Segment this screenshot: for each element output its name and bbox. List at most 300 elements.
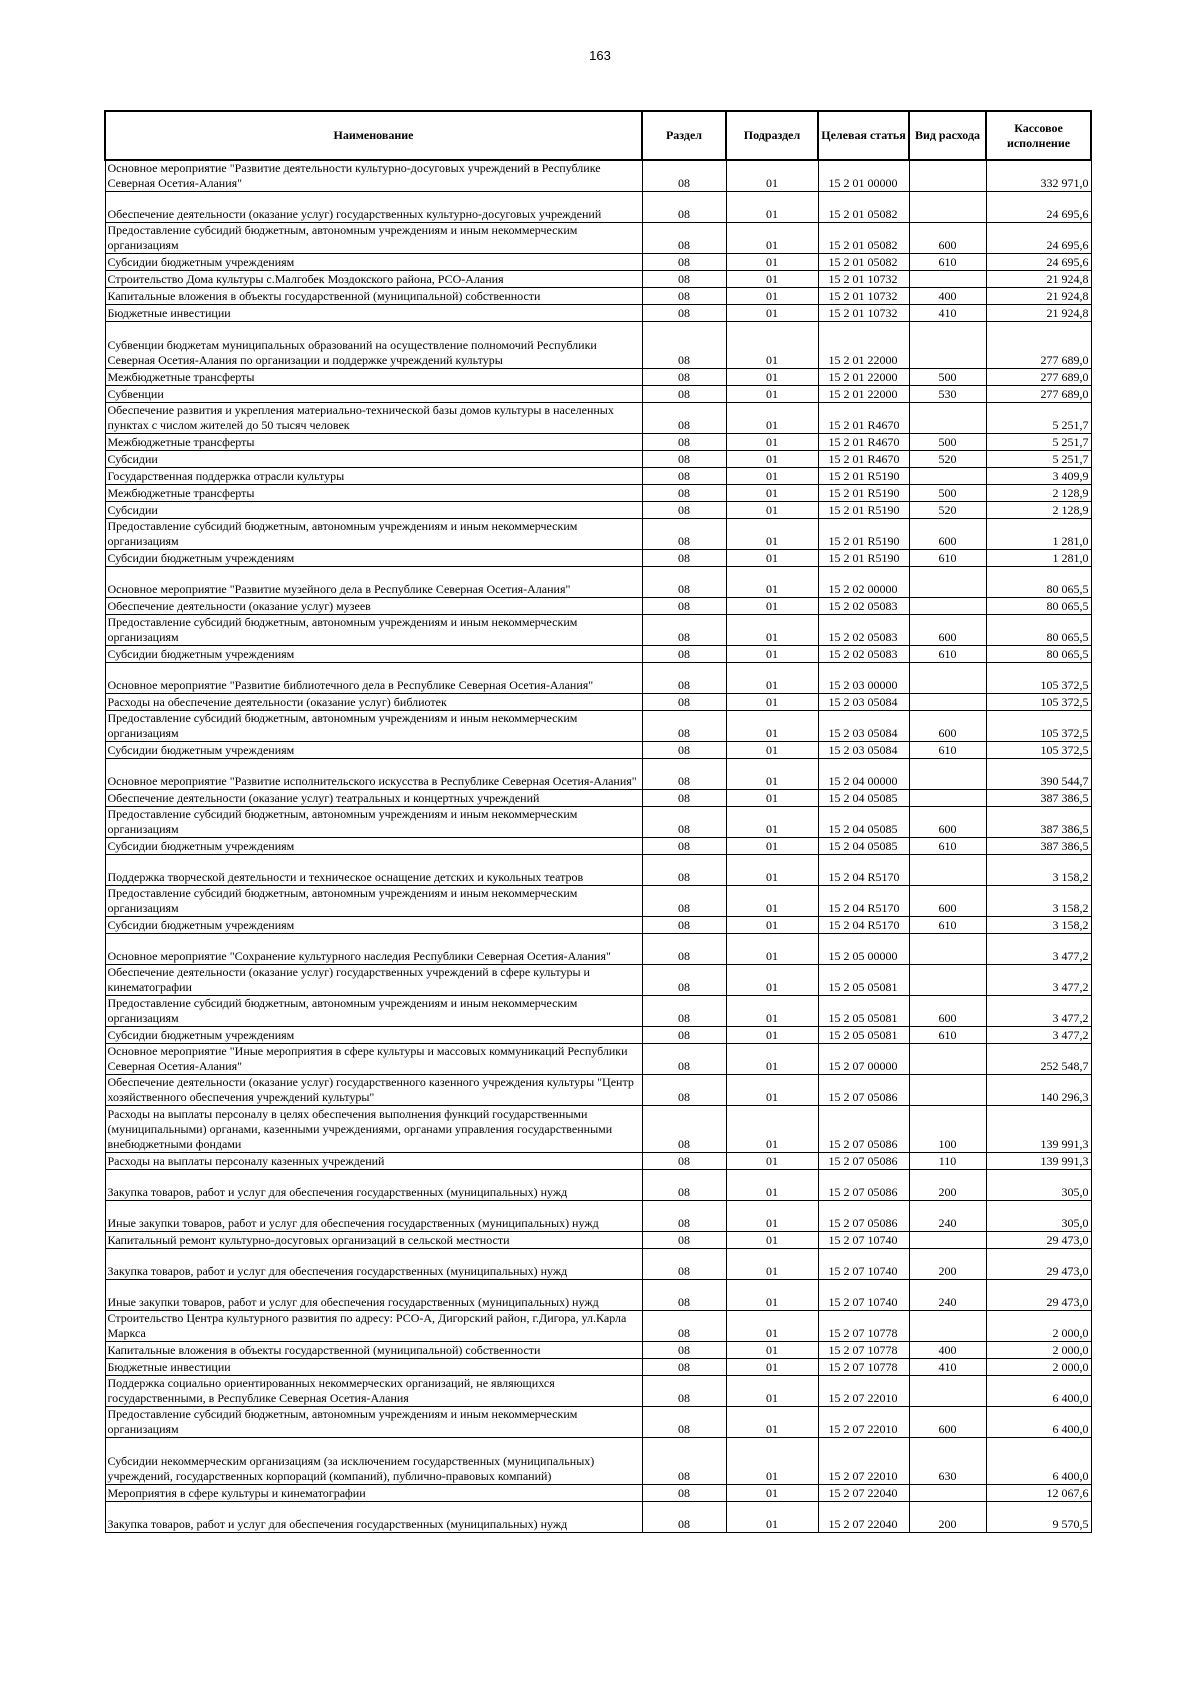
cell-subsection: 01	[726, 807, 818, 838]
table-row	[105, 917, 1091, 934]
cell-kind	[909, 271, 986, 288]
cell-section: 08	[642, 322, 726, 369]
cell-target: 15 2 07 10740	[818, 1280, 909, 1311]
cell-section: 08	[642, 934, 726, 965]
cell-section: 08	[642, 1075, 726, 1106]
cell-amount: 2 128,9	[986, 485, 1091, 502]
cell-section: 08	[642, 519, 726, 550]
cell-subsection: 01	[726, 886, 818, 917]
cell-name: Субсидии бюджетным учреждениям	[105, 254, 642, 271]
table-row	[105, 1075, 1091, 1106]
cell-subsection: 01	[726, 855, 818, 886]
cell-section: 08	[642, 160, 726, 192]
cell-name: Субсидии бюджетным учреждениям	[105, 917, 642, 934]
table-row	[105, 838, 1091, 855]
table-row	[105, 886, 1091, 917]
cell-section: 08	[642, 288, 726, 305]
cell-section: 08	[642, 646, 726, 663]
table-row	[105, 1502, 1091, 1533]
cell-name: Основное мероприятие "Иные мероприятия в сфере культуры и массовых коммуникаций Республики Северная Осетия-Алания"	[105, 1044, 642, 1075]
header-subsection: Подраздел	[726, 111, 818, 160]
budget-table	[104, 110, 1092, 1533]
cell-kind: 610	[909, 254, 986, 271]
cell-amount: 1 281,0	[986, 550, 1091, 567]
table-row	[105, 663, 1091, 694]
cell-kind: 110	[909, 1153, 986, 1170]
cell-target: 15 2 04 05085	[818, 790, 909, 807]
cell-subsection: 01	[726, 305, 818, 322]
cell-amount: 2 128,9	[986, 502, 1091, 519]
cell-subsection: 01	[726, 519, 818, 550]
cell-amount: 390 544,7	[986, 759, 1091, 790]
cell-subsection: 01	[726, 567, 818, 598]
cell-kind	[909, 192, 986, 223]
table-row	[105, 305, 1091, 322]
cell-section: 08	[642, 917, 726, 934]
cell-amount: 21 924,8	[986, 271, 1091, 288]
cell-target: 15 2 07 22040	[818, 1485, 909, 1502]
cell-subsection: 01	[726, 254, 818, 271]
cell-target: 15 2 07 10778	[818, 1359, 909, 1376]
cell-amount: 3 477,2	[986, 1027, 1091, 1044]
cell-subsection: 01	[726, 550, 818, 567]
cell-kind: 610	[909, 1027, 986, 1044]
cell-amount: 80 065,5	[986, 615, 1091, 646]
header-amount: Кассовое исполнение	[986, 111, 1091, 160]
cell-name: Предоставление субсидий бюджетным, автономным учреждениям и иным некоммерческим организациям	[105, 807, 642, 838]
cell-amount: 139 991,3	[986, 1153, 1091, 1170]
cell-target: 15 2 01 R5190	[818, 550, 909, 567]
table-row	[105, 1232, 1091, 1249]
cell-kind: 600	[909, 996, 986, 1027]
cell-kind: 200	[909, 1249, 986, 1280]
cell-section: 08	[642, 711, 726, 742]
cell-kind: 600	[909, 223, 986, 254]
table-row	[105, 1342, 1091, 1359]
cell-target: 15 2 01 R5190	[818, 468, 909, 485]
cell-name: Субвенции бюджетам муниципальных образований на осуществление полномочий Республики Северная Осетия-Алания по организации и поддержке учреждений культуры	[105, 322, 642, 369]
cell-subsection: 01	[726, 1249, 818, 1280]
cell-subsection: 01	[726, 965, 818, 996]
cell-section: 08	[642, 1153, 726, 1170]
cell-target: 15 2 01 22000	[818, 386, 909, 403]
cell-name: Субвенции	[105, 386, 642, 403]
cell-section: 08	[642, 855, 726, 886]
cell-section: 08	[642, 254, 726, 271]
cell-subsection: 01	[726, 1359, 818, 1376]
cell-name: Основное мероприятие "Развитие исполнительского искусства в Республике Северная Осетия-Алания"	[105, 759, 642, 790]
cell-name: Основное мероприятие "Развитие деятельности культурно-досуговых учреждений в Республике Северная Осетия-Алания"	[105, 160, 642, 192]
cell-amount: 2 000,0	[986, 1342, 1091, 1359]
cell-target: 15 2 03 05084	[818, 711, 909, 742]
cell-target: 15 2 04 R5170	[818, 855, 909, 886]
cell-amount: 3 158,2	[986, 886, 1091, 917]
cell-subsection: 01	[726, 1342, 818, 1359]
cell-target: 15 2 07 05086	[818, 1201, 909, 1232]
table-row	[105, 1376, 1091, 1407]
cell-section: 08	[642, 502, 726, 519]
cell-kind	[909, 965, 986, 996]
cell-kind: 610	[909, 550, 986, 567]
table-row	[105, 1311, 1091, 1342]
table-row	[105, 567, 1091, 598]
cell-kind: 610	[909, 917, 986, 934]
cell-target: 15 2 01 10732	[818, 305, 909, 322]
cell-name: Расходы на выплаты персоналу казенных учреждений	[105, 1153, 642, 1170]
cell-section: 08	[642, 1485, 726, 1502]
cell-kind: 500	[909, 434, 986, 451]
cell-name: Предоставление субсидий бюджетным, автономным учреждениям и иным некоммерческим организациям	[105, 886, 642, 917]
cell-kind: 600	[909, 1407, 986, 1438]
cell-name: Предоставление субсидий бюджетным, автономным учреждениям и иным некоммерческим организациям	[105, 1407, 642, 1438]
table-row	[105, 550, 1091, 567]
cell-name: Обеспечение развития и укрепления материально-технической базы домов культуры в населенных пунктах с числом жителей до 50 тысяч человек	[105, 403, 642, 434]
cell-target: 15 2 07 22010	[818, 1376, 909, 1407]
cell-subsection: 01	[726, 288, 818, 305]
cell-subsection: 01	[726, 1044, 818, 1075]
cell-section: 08	[642, 1280, 726, 1311]
cell-kind	[909, 567, 986, 598]
cell-amount: 305,0	[986, 1201, 1091, 1232]
cell-amount: 1 281,0	[986, 519, 1091, 550]
cell-kind: 530	[909, 386, 986, 403]
cell-name: Иные закупки товаров, работ и услуг для обеспечения государственных (муниципальных) нужд	[105, 1280, 642, 1311]
cell-target: 15 2 01 05082	[818, 254, 909, 271]
cell-target: 15 2 04 05085	[818, 807, 909, 838]
cell-amount: 5 251,7	[986, 403, 1091, 434]
cell-section: 08	[642, 223, 726, 254]
cell-target: 15 2 07 10740	[818, 1232, 909, 1249]
cell-subsection: 01	[726, 1438, 818, 1485]
cell-kind	[909, 1376, 986, 1407]
cell-subsection: 01	[726, 369, 818, 386]
cell-kind	[909, 1044, 986, 1075]
cell-section: 08	[642, 1106, 726, 1153]
cell-section: 08	[642, 694, 726, 711]
cell-section: 08	[642, 305, 726, 322]
table-row	[105, 254, 1091, 271]
cell-target: 15 2 01 05082	[818, 223, 909, 254]
cell-amount: 387 386,5	[986, 807, 1091, 838]
cell-subsection: 01	[726, 1232, 818, 1249]
table-row	[105, 759, 1091, 790]
cell-name: Межбюджетные трансферты	[105, 434, 642, 451]
cell-target: 15 2 07 10778	[818, 1311, 909, 1342]
cell-name: Мероприятия в сфере культуры и кинематографии	[105, 1485, 642, 1502]
cell-name: Основное мероприятие "Развитие музейного дела в Республике Северная Осетия-Алания"	[105, 567, 642, 598]
table-row	[105, 468, 1091, 485]
cell-subsection: 01	[726, 1153, 818, 1170]
cell-kind: 410	[909, 305, 986, 322]
cell-amount: 3 158,2	[986, 917, 1091, 934]
table-row	[105, 386, 1091, 403]
cell-section: 08	[642, 807, 726, 838]
cell-section: 08	[642, 1044, 726, 1075]
cell-target: 15 2 01 00000	[818, 160, 909, 192]
cell-section: 08	[642, 1407, 726, 1438]
cell-name: Субсидии	[105, 451, 642, 468]
cell-subsection: 01	[726, 1201, 818, 1232]
cell-target: 15 2 02 00000	[818, 567, 909, 598]
cell-amount: 277 689,0	[986, 386, 1091, 403]
table-row	[105, 485, 1091, 502]
table-header	[105, 111, 1091, 160]
cell-kind: 200	[909, 1502, 986, 1533]
cell-amount: 6 400,0	[986, 1438, 1091, 1485]
cell-amount: 24 695,6	[986, 192, 1091, 223]
cell-name: Предоставление субсидий бюджетным, автономным учреждениям и иным некоммерческим организациям	[105, 615, 642, 646]
cell-target: 15 2 07 05086	[818, 1075, 909, 1106]
cell-name: Субсидии бюджетным учреждениям	[105, 742, 642, 759]
cell-amount: 29 473,0	[986, 1249, 1091, 1280]
cell-target: 15 2 07 22010	[818, 1438, 909, 1485]
cell-kind	[909, 855, 986, 886]
cell-amount: 332 971,0	[986, 160, 1091, 192]
cell-name: Основное мероприятие "Развитие библиотечного дела в Республике Северная Осетия-Алания"	[105, 663, 642, 694]
table-row	[105, 1153, 1091, 1170]
cell-amount: 9 570,5	[986, 1502, 1091, 1533]
cell-subsection: 01	[726, 1170, 818, 1201]
cell-section: 08	[642, 192, 726, 223]
header-kind: Вид расхода	[909, 111, 986, 160]
cell-target: 15 2 05 00000	[818, 934, 909, 965]
cell-name: Субсидии	[105, 502, 642, 519]
cell-kind	[909, 598, 986, 615]
cell-amount: 80 065,5	[986, 567, 1091, 598]
cell-subsection: 01	[726, 1280, 818, 1311]
cell-kind: 410	[909, 1359, 986, 1376]
cell-section: 08	[642, 996, 726, 1027]
cell-name: Капитальные вложения в объекты государственной (муниципальной) собственности	[105, 1342, 642, 1359]
cell-target: 15 2 01 10732	[818, 288, 909, 305]
cell-target: 15 2 07 22040	[818, 1502, 909, 1533]
cell-target: 15 2 01 05082	[818, 192, 909, 223]
table-row	[105, 1201, 1091, 1232]
cell-name: Субсидии бюджетным учреждениям	[105, 838, 642, 855]
cell-target: 15 2 03 00000	[818, 663, 909, 694]
cell-name: Субсидии бюджетным учреждениям	[105, 550, 642, 567]
cell-section: 08	[642, 759, 726, 790]
cell-target: 15 2 01 R5190	[818, 502, 909, 519]
cell-target: 15 2 01 R4670	[818, 451, 909, 468]
cell-target: 15 2 07 05086	[818, 1170, 909, 1201]
cell-name: Капитальный ремонт культурно-досуговых организаций в сельской местности	[105, 1232, 642, 1249]
cell-section: 08	[642, 434, 726, 451]
cell-amount: 3 477,2	[986, 996, 1091, 1027]
cell-section: 08	[642, 403, 726, 434]
cell-subsection: 01	[726, 1311, 818, 1342]
cell-section: 08	[642, 1502, 726, 1533]
cell-section: 08	[642, 386, 726, 403]
cell-kind	[909, 1485, 986, 1502]
cell-kind	[909, 322, 986, 369]
cell-kind: 400	[909, 288, 986, 305]
cell-name: Капитальные вложения в объекты государственной (муниципальной) собственности	[105, 288, 642, 305]
cell-name: Поддержка социально ориентированных некоммерческих организаций, не являющихся государственными, в Республике Северная Осетия-Алания	[105, 1376, 642, 1407]
cell-kind: 500	[909, 369, 986, 386]
cell-kind	[909, 160, 986, 192]
cell-kind	[909, 1232, 986, 1249]
cell-amount: 105 372,5	[986, 742, 1091, 759]
cell-kind	[909, 663, 986, 694]
cell-target: 15 2 07 22010	[818, 1407, 909, 1438]
cell-kind: 610	[909, 646, 986, 663]
cell-amount: 387 386,5	[986, 838, 1091, 855]
table-row	[105, 646, 1091, 663]
cell-subsection: 01	[726, 1075, 818, 1106]
cell-section: 08	[642, 1359, 726, 1376]
cell-target: 15 2 01 R4670	[818, 403, 909, 434]
cell-section: 08	[642, 1342, 726, 1359]
cell-amount: 21 924,8	[986, 288, 1091, 305]
table-row	[105, 1485, 1091, 1502]
cell-section: 08	[642, 485, 726, 502]
table-row	[105, 1359, 1091, 1376]
cell-subsection: 01	[726, 742, 818, 759]
table-row	[105, 694, 1091, 711]
cell-amount: 139 991,3	[986, 1106, 1091, 1153]
cell-name: Закупка товаров, работ и услуг для обеспечения государственных (муниципальных) нужд	[105, 1502, 642, 1533]
cell-subsection: 01	[726, 223, 818, 254]
cell-kind: 500	[909, 485, 986, 502]
cell-target: 15 2 02 05083	[818, 615, 909, 646]
cell-name: Бюджетные инвестиции	[105, 305, 642, 322]
cell-section: 08	[642, 451, 726, 468]
cell-target: 15 2 05 05081	[818, 965, 909, 996]
cell-subsection: 01	[726, 838, 818, 855]
cell-amount: 6 400,0	[986, 1376, 1091, 1407]
table-row	[105, 1280, 1091, 1311]
cell-kind	[909, 468, 986, 485]
cell-amount: 2 000,0	[986, 1311, 1091, 1342]
cell-target: 15 2 03 05084	[818, 694, 909, 711]
cell-name: Межбюджетные трансферты	[105, 485, 642, 502]
cell-section: 08	[642, 369, 726, 386]
cell-name: Межбюджетные трансферты	[105, 369, 642, 386]
cell-name: Обеспечение деятельности (оказание услуг) театральных и концертных учреждений	[105, 790, 642, 807]
cell-section: 08	[642, 271, 726, 288]
cell-section: 08	[642, 965, 726, 996]
table-row	[105, 1044, 1091, 1075]
cell-subsection: 01	[726, 403, 818, 434]
cell-amount: 105 372,5	[986, 711, 1091, 742]
cell-subsection: 01	[726, 1106, 818, 1153]
cell-kind: 240	[909, 1201, 986, 1232]
table-row	[105, 615, 1091, 646]
cell-name: Субсидии бюджетным учреждениям	[105, 646, 642, 663]
cell-subsection: 01	[726, 917, 818, 934]
cell-amount: 3 477,2	[986, 934, 1091, 965]
cell-name: Строительство Центра культурного развития по адресу: РСО-А, Дигорский район, г.Дигора, ул.Карла Маркса	[105, 1311, 642, 1342]
cell-section: 08	[642, 790, 726, 807]
cell-kind: 400	[909, 1342, 986, 1359]
cell-target: 15 2 07 00000	[818, 1044, 909, 1075]
cell-name: Предоставление субсидий бюджетным, автономным учреждениям и иным некоммерческим организациям	[105, 223, 642, 254]
cell-target: 15 2 01 22000	[818, 322, 909, 369]
cell-kind: 600	[909, 886, 986, 917]
table-row	[105, 271, 1091, 288]
cell-section: 08	[642, 550, 726, 567]
cell-kind: 610	[909, 838, 986, 855]
cell-kind	[909, 934, 986, 965]
cell-target: 15 2 07 10778	[818, 1342, 909, 1359]
cell-section: 08	[642, 742, 726, 759]
table-row	[105, 1170, 1091, 1201]
cell-subsection: 01	[726, 1407, 818, 1438]
cell-amount: 5 251,7	[986, 434, 1091, 451]
table-row	[105, 192, 1091, 223]
cell-target: 15 2 01 R5190	[818, 485, 909, 502]
cell-amount: 24 695,6	[986, 223, 1091, 254]
cell-subsection: 01	[726, 502, 818, 519]
cell-subsection: 01	[726, 192, 818, 223]
cell-section: 08	[642, 838, 726, 855]
cell-amount: 5 251,7	[986, 451, 1091, 468]
cell-amount: 80 065,5	[986, 598, 1091, 615]
cell-amount: 21 924,8	[986, 305, 1091, 322]
cell-kind: 600	[909, 519, 986, 550]
table-row	[105, 965, 1091, 996]
table-row	[105, 1027, 1091, 1044]
cell-kind: 200	[909, 1170, 986, 1201]
table-row	[105, 519, 1091, 550]
table-row	[105, 223, 1091, 254]
cell-section: 08	[642, 1201, 726, 1232]
table-row	[105, 934, 1091, 965]
cell-subsection: 01	[726, 934, 818, 965]
table-row	[105, 288, 1091, 305]
cell-amount: 24 695,6	[986, 254, 1091, 271]
cell-amount: 140 296,3	[986, 1075, 1091, 1106]
cell-section: 08	[642, 598, 726, 615]
table-row	[105, 742, 1091, 759]
cell-name: Закупка товаров, работ и услуг для обеспечения государственных (муниципальных) нужд	[105, 1170, 642, 1201]
cell-amount: 105 372,5	[986, 663, 1091, 694]
cell-name: Бюджетные инвестиции	[105, 1359, 642, 1376]
cell-target: 15 2 02 05083	[818, 646, 909, 663]
cell-name: Закупка товаров, работ и услуг для обеспечения государственных (муниципальных) нужд	[105, 1249, 642, 1280]
cell-subsection: 01	[726, 598, 818, 615]
cell-subsection: 01	[726, 1502, 818, 1533]
cell-subsection: 01	[726, 468, 818, 485]
cell-kind	[909, 1311, 986, 1342]
cell-subsection: 01	[726, 160, 818, 192]
cell-subsection: 01	[726, 386, 818, 403]
cell-subsection: 01	[726, 1485, 818, 1502]
cell-amount: 29 473,0	[986, 1232, 1091, 1249]
cell-target: 15 2 04 R5170	[818, 886, 909, 917]
cell-name: Обеспечение деятельности (оказание услуг) государственного казенного учреждения культуры "Центр хозяйственного обеспечения учреждений культуры"	[105, 1075, 642, 1106]
table-row	[105, 434, 1091, 451]
cell-subsection: 01	[726, 451, 818, 468]
cell-kind: 240	[909, 1280, 986, 1311]
cell-target: 15 2 05 05081	[818, 1027, 909, 1044]
cell-name: Обеспечение деятельности (оказание услуг) музеев	[105, 598, 642, 615]
cell-subsection: 01	[726, 1027, 818, 1044]
cell-target: 15 2 04 00000	[818, 759, 909, 790]
cell-kind: 630	[909, 1438, 986, 1485]
cell-subsection: 01	[726, 615, 818, 646]
cell-name: Основное мероприятие "Сохранение культурного наследия Республики Северная Осетия-Алания"	[105, 934, 642, 965]
header-target: Целевая статья	[818, 111, 909, 160]
table-row	[105, 160, 1091, 192]
cell-amount: 6 400,0	[986, 1407, 1091, 1438]
cell-amount: 105 372,5	[986, 694, 1091, 711]
table-row	[105, 369, 1091, 386]
cell-kind: 600	[909, 615, 986, 646]
cell-target: 15 2 04 05085	[818, 838, 909, 855]
cell-subsection: 01	[726, 485, 818, 502]
